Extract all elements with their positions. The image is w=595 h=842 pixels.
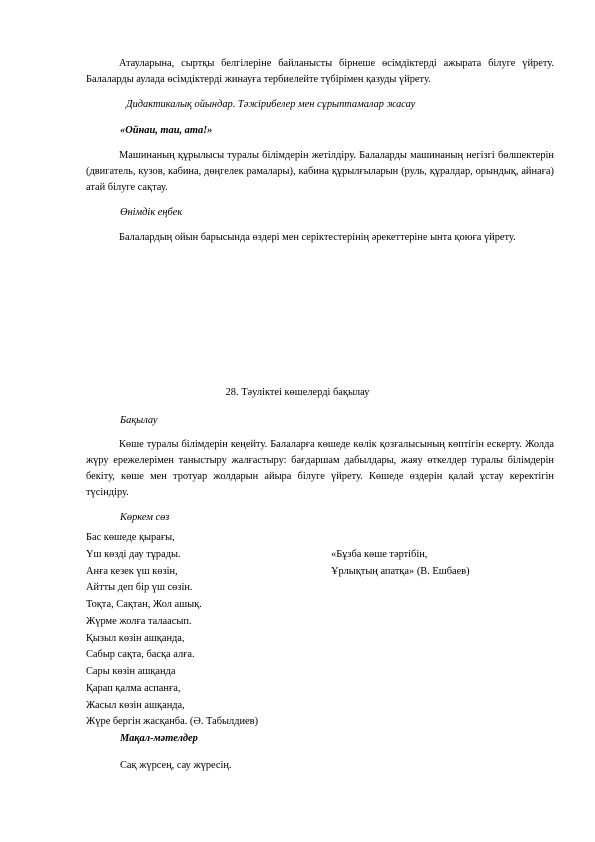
- paragraph-street: Көше туралы білімдерін кеңейту. Балаларға көшеде көлік қозғалысының көптігін ескерту. Жолда жүру ережелерімен таныстыру жалғастыру: бағдаршам дабылдары, жаяу өткелдер туралы білімдерін бекіту, көше мен тротуар жолдарын айыра білуге үйрету. Көшеде өздерін қалай ұстау керектігін түсіндіру.: [86, 439, 554, 498]
- side-quote-line: «Бұзба көше тәртібін,: [331, 549, 428, 560]
- heading-literature: Көркем сөз: [120, 512, 170, 523]
- poem-line: Айтты деп бір үш сөзін.: [86, 582, 193, 594]
- poem-line: Қызыл көзін ашқанда,: [86, 632, 185, 644]
- heading-productive-work: Өнімдік еңбек: [120, 207, 183, 218]
- heading-proverbs: Мақал-мәтелдер: [120, 733, 198, 744]
- section-title: 28. Тәуліктеі көшелерді бақылау: [225, 387, 370, 398]
- poem-line: Тоқта, Сақтан, Жол ашық.: [86, 599, 202, 610]
- paragraph-play: Балалардың ойын барысында өздері мен серіктестерінің әрекеттеріне ынта қоюға үйрету.: [119, 232, 516, 243]
- poem-line: Сабыр сақта, басқа алға.: [86, 649, 195, 661]
- poem-line: Анға кезек үш көзін,: [86, 565, 178, 577]
- heading-observation: Бақылау: [120, 415, 158, 426]
- proverb: Сақ жүрсең, сау жүресің.: [120, 760, 232, 771]
- poem-line: Үш көзді дау тұрады.: [86, 548, 181, 560]
- poem-line: Бас көшеде қырағы,: [86, 532, 175, 543]
- paragraph-machine: Машинаның құрылысы туралы білімдерін жетілдіру. Балаларды машинаның негізгі бөлшектерін (двигатель, кузов, кабина, дөңгелек рамалары), кабина құрылғыларын (руль, құралдар, орындық, айнаға) атай білуге сақтау.: [86, 150, 554, 193]
- game-title: «Ойнаи, таи, ата!»: [120, 125, 213, 136]
- side-quote-line: Ұрлықтың апатқа» (В. Ешбаев): [331, 565, 470, 577]
- heading-didactic-games: Дидактикалық ойындар. Тәжірибелер мен сұрыптамалар жасау: [126, 99, 416, 110]
- paragraph-intro: Атауларына, сыртқы белгілеріне байланысты бірнеше өсімдіктерді ажырата білуге үйрету. Балаларды аулада өсімдіктерді жинауға тербиелейте түбірімен қазуды үйрету.: [86, 58, 554, 85]
- poem-line: Жүрме жолға талаасып.: [86, 615, 192, 627]
- poem-line: Жасыл көзін ашқанда,: [86, 699, 185, 711]
- poem: [86, 530, 258, 731]
- poem-line: Қарап қалма аспанға,: [86, 682, 181, 694]
- side-quote: [331, 547, 470, 581]
- poem-line: Сары көзін ашқанда: [86, 666, 176, 677]
- poem-line: Жүре бергін жасқанба. (Ә. Табылдиев): [86, 716, 259, 728]
